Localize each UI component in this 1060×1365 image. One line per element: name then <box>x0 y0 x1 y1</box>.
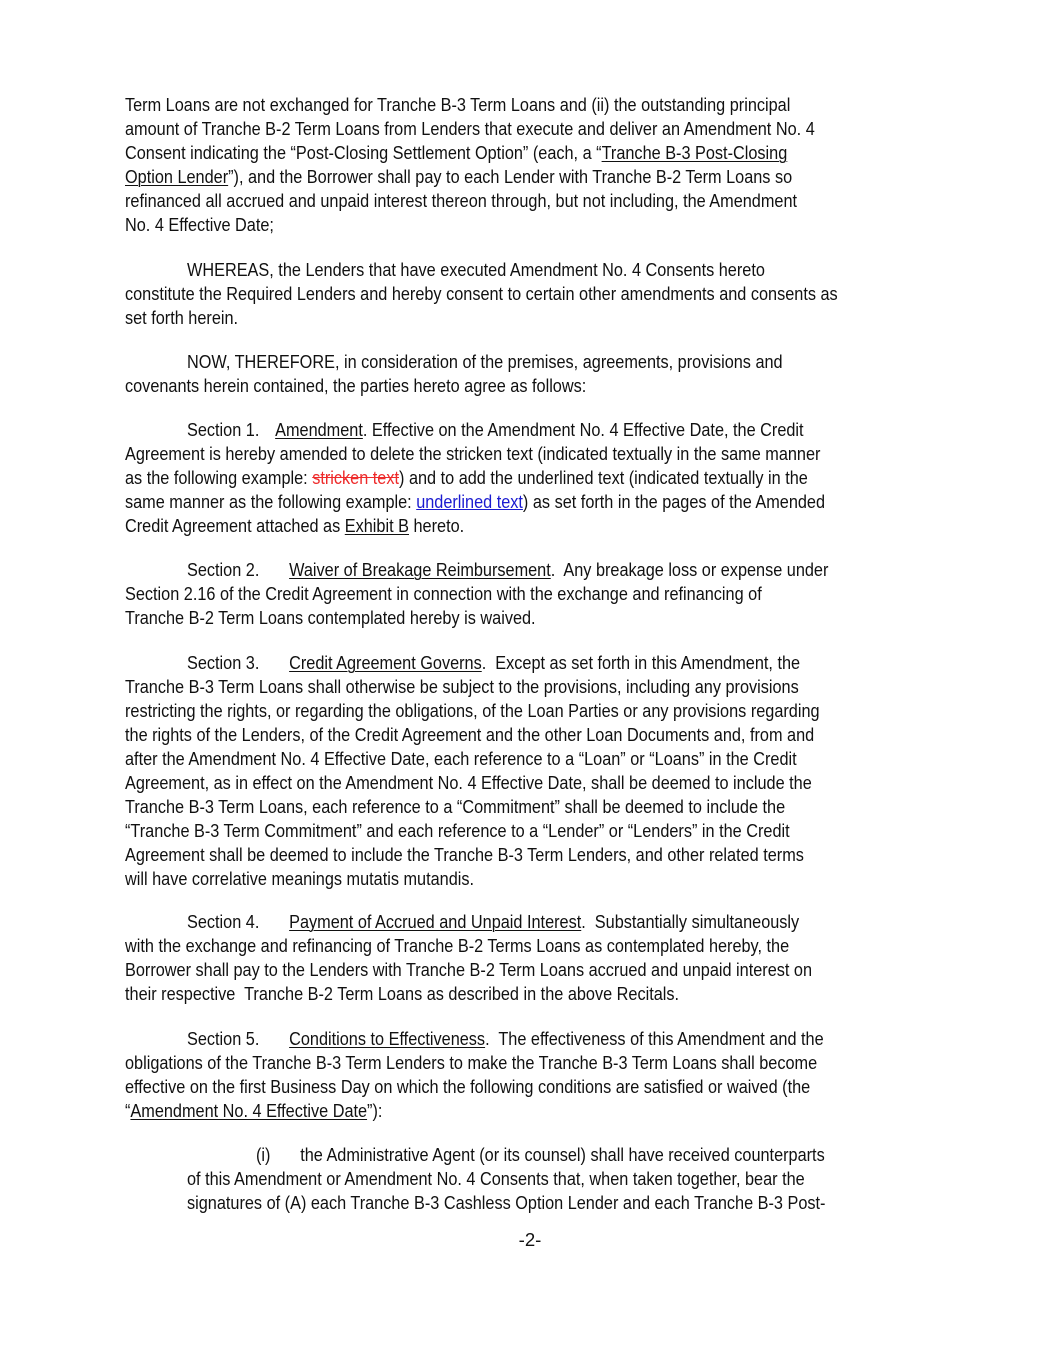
text-line: NOW, THEREFORE, in consideration of the premises, agreements, provisions and <box>187 351 783 372</box>
text-span: ) and to add the underlined text (indicated textually in the <box>399 467 808 488</box>
text-span: . Effective on the Amendment No. 4 Effective Date, the Credit <box>362 419 804 440</box>
text-line: after the Amendment No. 4 Effective Date, each reference to a “Loan” or “Loans” in the Credit <box>125 748 797 769</box>
section-title: Waiver of Breakage Reimbursement <box>289 559 551 580</box>
text-line <box>187 910 799 934</box>
section-title: Conditions to Effectiveness <box>289 1028 486 1049</box>
text-line <box>256 1143 825 1167</box>
text-span: ”), and the Borrower shall pay to each Lender with Tranche B-2 Term Loans so <box>228 166 793 187</box>
defined-term: Option Lender <box>125 166 229 187</box>
text-line: Agreement shall be deemed to include the Tranche B-3 Term Lenders, and other related terms <box>125 844 804 865</box>
text-line: No. 4 Effective Date; <box>125 214 274 235</box>
text-line: WHEREAS, the Lenders that have executed Amendment No. 4 Consents hereto <box>187 259 765 280</box>
text-line <box>187 418 804 442</box>
text-span: same manner as the following example: <box>125 491 417 512</box>
text-line: Agreement is hereby amended to delete the stricken text (indicated textually in the same manner <box>125 443 821 464</box>
text-line: Tranche B-3 Term Loans shall otherwise be subject to the provisions, including any provisions <box>125 676 799 697</box>
section-title: Payment of Accrued and Unpaid Interest <box>289 911 582 932</box>
underlined-example: underlined text <box>416 491 523 512</box>
item-marker: (i) <box>256 1144 271 1165</box>
text-line: will have correlative meanings mutatis mutandis. <box>125 868 475 889</box>
text-line: constitute the Required Lenders and hereby consent to certain other amendments and consents as <box>125 283 838 304</box>
text-line <box>125 141 787 165</box>
stricken-example: stricken text <box>312 467 400 488</box>
text-span: hereto. <box>408 515 465 536</box>
text-line: with the exchange and refinancing of Tranche B-2 Terms Loans as contemplated hereby, the <box>125 935 790 956</box>
text-line: effective on the first Business Day on which the following conditions are satisfied or waived (the <box>125 1076 811 1097</box>
text-span: . The effectiveness of this Amendment and the <box>485 1028 824 1049</box>
text-line <box>187 1027 824 1051</box>
section-title: Amendment <box>275 419 363 440</box>
text-line: refinanced all accrued and unpaid interest thereon through, but not including, the Amendment <box>125 190 798 211</box>
text-span: ”): <box>367 1100 383 1121</box>
text-line: the rights of the Lenders, of the Credit Agreement and the other Loan Documents and, from and <box>125 724 815 745</box>
text-line <box>187 558 828 582</box>
text-line: “Tranche B-3 Term Commitment” and each reference to a “Lender” or “Lenders” in the Credit <box>125 820 790 841</box>
text-span: the Administrative Agent (or its counsel) shall have received counterparts <box>300 1144 825 1165</box>
text-line: of this Amendment or Amendment No. 4 Consents that, when taken together, bear the <box>187 1168 805 1189</box>
section-number: Section 1. <box>187 419 260 440</box>
defined-term: Amendment No. 4 Effective Date <box>130 1100 368 1121</box>
text-line <box>125 466 808 490</box>
text-line: Agreement, as in effect on the Amendment No. 4 Effective Date, shall be deemed to include the <box>125 772 812 793</box>
text-span: . Substantially simultaneously <box>581 911 800 932</box>
text-line <box>125 490 825 514</box>
text-line <box>125 1099 382 1123</box>
section-number: Section 2. <box>187 559 260 580</box>
text-span: Consent indicating the “Post-Closing Settlement Option” (each, a “ <box>125 142 602 163</box>
text-line <box>187 651 800 675</box>
section-number: Section 3. <box>187 652 260 673</box>
text-line: Tranche B-3 Term Loans, each reference to a “Commitment” shall be deemed to include the <box>125 796 786 817</box>
text-span: Credit Agreement attached as <box>125 515 345 536</box>
text-span: as the following example: <box>125 467 313 488</box>
text-line: Tranche B-2 Term Loans contemplated hereby is waived. <box>125 607 536 628</box>
text-line: Section 2.16 of the Credit Agreement in connection with the exchange and refinancing of <box>125 583 762 604</box>
text-line: Borrower shall pay to the Lenders with Tranche B-2 Term Loans accrued and unpaid interest on <box>125 959 813 980</box>
text-line: Term Loans are not exchanged for Tranche B-3 Term Loans and (ii) the outstanding principal <box>125 94 791 115</box>
text-line: amount of Tranche B-2 Term Loans from Lenders that execute and deliver an Amendment No. 4 <box>125 118 815 139</box>
text-span: “ <box>125 1100 131 1121</box>
text-line: set forth herein. <box>125 307 239 328</box>
text-span: . Any breakage loss or expense under <box>550 559 829 580</box>
text-span: ) as set forth in the pages of the Amended <box>522 491 826 512</box>
exhibit-reference: Exhibit B <box>344 515 409 536</box>
text-line <box>125 514 464 538</box>
text-span: . Except as set forth in this Amendment, the <box>481 652 801 673</box>
section-number: Section 5. <box>187 1028 260 1049</box>
text-line: covenants herein contained, the parties hereto agree as follows: <box>125 375 587 396</box>
text-line: restricting the rights, or regarding the obligations, of the Loan Parties or any provisions regarding <box>125 700 820 721</box>
text-line: obligations of the Tranche B-3 Term Lenders to make the Tranche B-3 Term Loans shall become <box>125 1052 818 1073</box>
page-number: -2- <box>518 1229 542 1250</box>
defined-term: Tranche B-3 Post-Closing <box>601 142 788 163</box>
text-line: signatures of (A) each Tranche B-3 Cashless Option Lender and each Tranche B-3 Post- <box>187 1192 826 1213</box>
section-number: Section 4. <box>187 911 260 932</box>
text-line <box>125 165 792 189</box>
text-line: their respective Tranche B-2 Term Loans as described in the above Recitals. <box>125 983 680 1004</box>
section-title: Credit Agreement Governs <box>289 652 482 673</box>
